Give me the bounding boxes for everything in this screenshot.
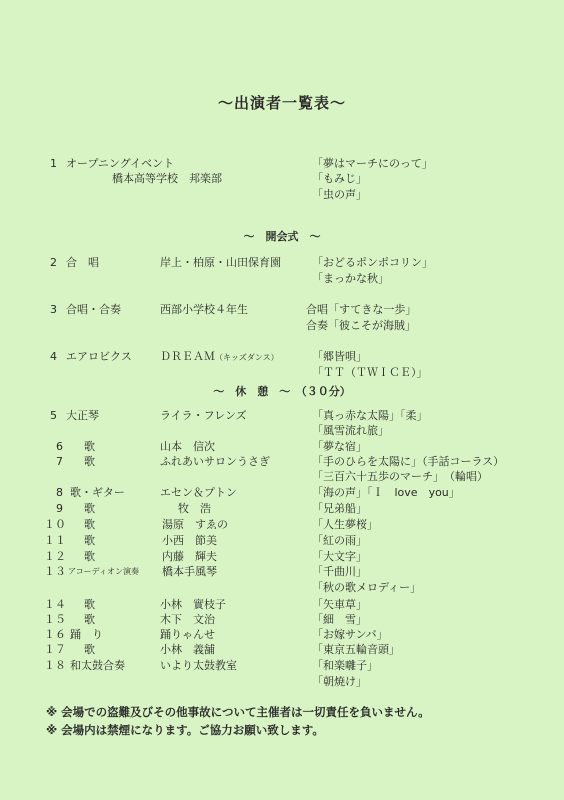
row-performer: 小林 實枝子: [160, 598, 226, 611]
row-performer: エセン＆プトン: [160, 486, 237, 499]
row-song: 「和楽囃子」: [312, 659, 378, 672]
row-song: 「朝焼け」: [312, 675, 367, 688]
row-performer: 牧 浩: [178, 502, 211, 515]
row-song: 「人生夢桜」: [312, 518, 378, 531]
row-number: 2: [50, 256, 57, 269]
section-break: 〜 休 憩 〜 （３０分）: [213, 385, 351, 398]
row-category: 和太鼓合奏: [70, 659, 125, 672]
row-category: アコーディオン演奏: [68, 567, 139, 576]
row-category: 歌: [84, 455, 95, 468]
row-number: 8: [56, 486, 63, 499]
footer-note: ※ 会場での盗難及びその他事故について主催者は一切責任を負いません。: [46, 705, 430, 719]
row-number: １１: [44, 534, 66, 547]
row-category: 歌: [84, 518, 95, 531]
row-category: 歌: [84, 440, 95, 453]
row-category: 合唱・合奏: [66, 303, 121, 316]
row-category: 歌: [84, 598, 95, 611]
row-song: 「夢な宿」: [312, 440, 367, 453]
row-category: 歌・ギター: [70, 486, 125, 499]
row-category: オープニングイベント: [66, 157, 175, 170]
row-category: 歌: [84, 643, 95, 656]
row-performer: 内藤 輝夫: [162, 550, 217, 563]
row-performer: 木下 文治: [160, 613, 215, 626]
row-song: 「三百六十五歩のマーチ」 （輪唱）: [312, 470, 488, 483]
performer-name: ＤＲＥＡＭ: [160, 350, 215, 363]
row-song: 「風雪流れ旅」: [312, 424, 389, 437]
row-category: 踊 り: [70, 628, 103, 641]
row-category: 歌: [84, 502, 95, 515]
row-number: １２: [44, 550, 66, 563]
row-number: 5: [50, 409, 57, 422]
row-category: エアロビクス: [66, 350, 132, 363]
row-performer: 湯原 すゑの: [162, 518, 228, 531]
row-number: １３: [44, 565, 66, 578]
row-performer: ふれあいサロンうさぎ: [160, 455, 270, 468]
row-song: 「東京五輪音頭」: [312, 643, 400, 656]
row-song: 「まっかな秋」: [312, 272, 389, 285]
row-performer: 橋本手風琴: [162, 565, 217, 578]
row-performer: [160, 350, 279, 364]
row-performer: 山本 信次: [160, 440, 215, 453]
page-title: 〜出演者一覧表〜: [217, 94, 346, 112]
row-song: 「真っ赤な太陽」「柔」: [312, 409, 428, 422]
section-opening: 〜 開会式 〜: [243, 230, 321, 243]
row-song: 「千曲川」: [312, 565, 367, 578]
row-category: 歌: [84, 550, 95, 563]
row-song: 合奏「彼こそが海賊」: [306, 319, 416, 332]
row-category: 歌: [84, 613, 95, 626]
row-category: 歌: [84, 534, 95, 547]
row-song: 「もみじ」: [312, 172, 367, 185]
row-category: 大正琴: [66, 409, 99, 422]
row-performer: 西部小学校４年生: [160, 303, 248, 316]
row-number: 4: [50, 350, 57, 363]
row-song: 「お嫁サンバ」: [312, 628, 388, 641]
row-song: 「兄弟船」: [312, 502, 367, 515]
row-number: 9: [56, 502, 63, 515]
row-performer: いより太鼓教室: [160, 659, 237, 672]
row-song: 「紅の雨」: [312, 534, 367, 547]
row-number: １５: [44, 613, 66, 626]
row-song: 「夢はマーチにのって」: [312, 157, 433, 170]
performer-note: （キッズダンス）: [215, 353, 279, 362]
row-performer: 小林 義舗: [160, 643, 215, 656]
row-number: １８: [44, 659, 66, 672]
row-number: 3: [50, 303, 57, 316]
footer-note: ※ 会場内は禁煙になります。ご協力お願い致します。: [46, 723, 324, 737]
row-number: 6: [56, 440, 63, 453]
row-number: 1: [50, 157, 57, 170]
row-song: 「矢車草」: [312, 598, 367, 611]
row-song: 「手のひらを太陽に」（手話コーラス）: [312, 455, 505, 468]
row-performer: 踊りゃんせ: [160, 628, 215, 641]
row-song: 「ＴＴ（ＴＷＩＣＥ）」: [312, 366, 428, 379]
row-song: 「秋の歌メロディー」: [312, 581, 422, 594]
row-song: 「虫の声」: [312, 188, 367, 201]
row-song: 合唱「すてきな一歩」: [306, 303, 417, 316]
row-performer: 岸上・柏原・山田保育園: [160, 256, 281, 269]
row-number: 7: [56, 455, 63, 468]
row-number: １６: [44, 628, 66, 641]
row-performer: 小西 節美: [162, 534, 217, 547]
row-performer: ライラ・フレンズ: [160, 409, 247, 422]
row-song: 「おどるポンポコリン」: [312, 256, 433, 269]
row-song: 「大文字」: [312, 550, 367, 563]
row-category: 合 唱: [66, 256, 99, 269]
row-song: 「郷皆唄」: [312, 350, 367, 363]
row-song: 「海の声」「Ｉ love you」: [312, 486, 460, 499]
row-performer: 橋本高等学校 邦楽部: [112, 172, 222, 185]
row-number: １７: [44, 643, 66, 656]
row-song: 「細 雪」: [312, 613, 367, 626]
row-number: １４: [44, 598, 66, 611]
row-number: １０: [44, 518, 66, 531]
